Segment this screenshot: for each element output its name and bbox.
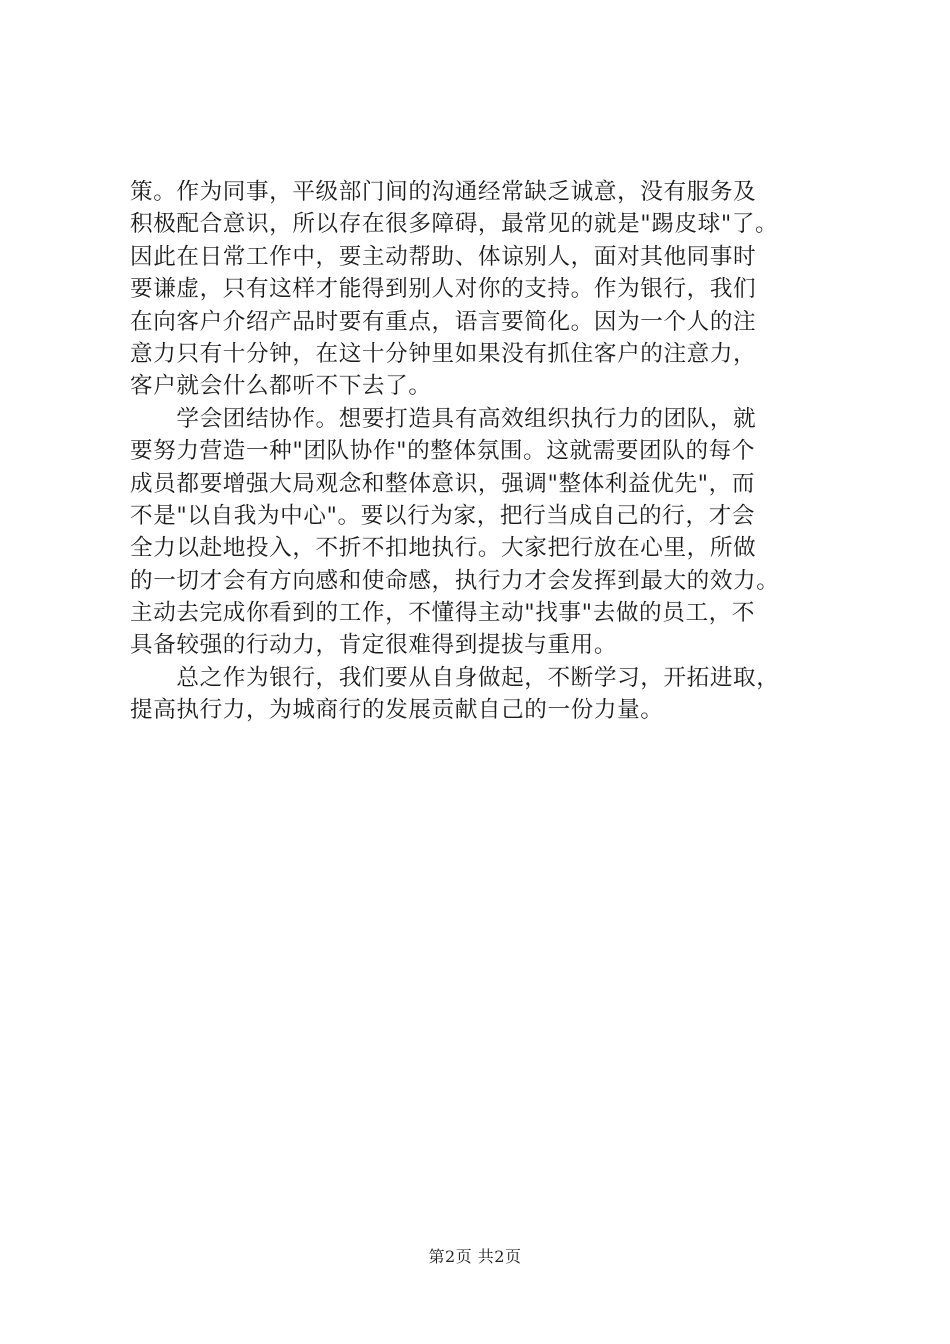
text-line: 要谦虚，只有这样才能得到别人对你的支持。作为银行，我们 <box>130 276 757 303</box>
text-line: 总之作为银行，我们要从自身做起，不断学习，开拓进取， <box>130 664 780 691</box>
text-line: 要努力营造一种"团队协作"的整体氛围。这就需要团队的每个 <box>130 438 756 465</box>
text-line: 全力以赴地投入，不折不扣地执行。大家把行放在心里，所做 <box>130 535 757 562</box>
text-line: 具备较强的行动力，肯定很难得到提拔与重用。 <box>130 632 618 659</box>
text-line: 不是"以自我为中心"。要以行为家，把行当成自己的行，才会 <box>130 502 756 529</box>
text-line: 主动去完成你看到的工作，不懂得主动"找事"去做的员工，不 <box>130 600 756 627</box>
text-line: 意力只有十分钟，在这十分钟里如果没有抓住客户的注意力， <box>130 340 757 367</box>
text-line: 策。作为同事，平级部门间的沟通经常缺乏诚意，没有服务及 <box>130 179 757 205</box>
document-body <box>130 176 830 727</box>
text-line: 学会团结协作。想要打造具有高效组织执行力的团队，就 <box>130 405 757 432</box>
page-number-footer: 第2页 共2页 <box>428 1247 522 1266</box>
text-line: 成员都要增强大局观念和整体意识，强调"整体利益优先"，而 <box>130 470 756 497</box>
text-line: 客户就会什么都听不下去了。 <box>130 373 432 400</box>
text-line: 提高执行力，为城商行的发展贡献自己的一份力量。 <box>130 697 664 724</box>
text-line: 因此在日常工作中，要主动帮助、体谅别人，面对其他同事时 <box>130 243 757 270</box>
text-line: 的一切才会有方向感和使命感，执行力才会发挥到最大的效力。 <box>130 567 780 594</box>
text-line: 在向客户介绍产品时要有重点，语言要简化。因为一个人的注 <box>130 308 757 335</box>
text-line: 积极配合意识，所以存在很多障碍，最常见的就是"踢皮球"了。 <box>130 211 779 238</box>
